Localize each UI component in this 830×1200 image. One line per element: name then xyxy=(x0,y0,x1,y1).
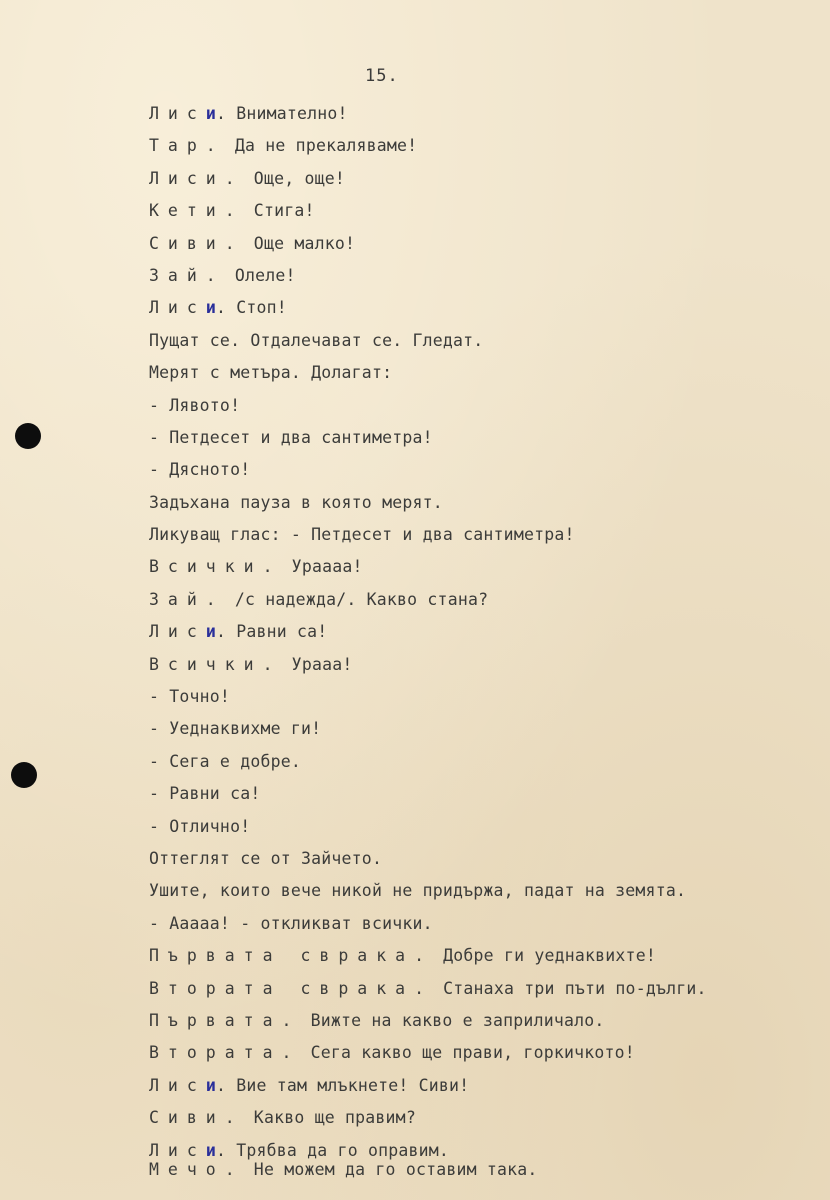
script-line xyxy=(149,1070,810,1102)
line-text: Оттеглят се от Зайчето. xyxy=(149,848,383,868)
line-text: Сега какво ще прави, горкичкото! xyxy=(300,1043,635,1063)
script-line xyxy=(149,325,810,357)
line-text: - Уеднаквихме ги! xyxy=(149,719,322,739)
script-line xyxy=(149,98,810,130)
script-line xyxy=(149,940,810,972)
script-line xyxy=(149,454,810,486)
script-line xyxy=(149,163,810,195)
handwritten-correction: и xyxy=(205,298,216,318)
script-line xyxy=(149,260,810,292)
line-text: . Равни са! xyxy=(215,622,328,642)
page-number: 15. xyxy=(365,66,399,86)
punch-hole xyxy=(15,423,41,449)
line-text: Не можем да го оставим така. xyxy=(243,1159,538,1179)
line-text: Още, още! xyxy=(243,168,346,188)
speaker-name: Лис xyxy=(149,1140,206,1160)
speaker-name: Зай. xyxy=(149,589,225,609)
script-line xyxy=(149,681,810,713)
line-text: Вижте на какво е заприличало. xyxy=(300,1010,605,1030)
punch-hole xyxy=(11,762,37,788)
line-text: Пущат се. Отдалечават се. Гледат. xyxy=(149,330,484,350)
speaker-name: Лис xyxy=(149,622,206,642)
line-text: Ураааа! xyxy=(281,557,363,577)
handwritten-correction: и xyxy=(205,1075,216,1095)
speaker-name: Кети. xyxy=(149,201,244,221)
speaker-name: Всички. xyxy=(149,654,282,674)
script-line xyxy=(149,778,810,810)
line-text: Ликуващ глас: - Петдесет и два сантиметра! xyxy=(149,525,575,545)
speaker-name: Втората. xyxy=(149,1043,301,1063)
speaker-name: Лис xyxy=(149,104,206,123)
line-text: Добре ги уеднаквихте! xyxy=(433,946,656,966)
speaker-name: Мечо. xyxy=(149,1159,244,1179)
line-text: Стига! xyxy=(243,201,315,221)
script-line xyxy=(149,843,810,875)
speaker-name: Първата сврака. xyxy=(149,946,434,966)
script-line xyxy=(149,422,810,454)
line-text: . Стоп! xyxy=(215,298,287,318)
script-line xyxy=(149,973,810,1005)
script-line xyxy=(149,519,810,551)
script-line xyxy=(149,292,810,324)
script-line xyxy=(149,713,810,745)
speaker-name: Зай. xyxy=(149,265,225,285)
script-line xyxy=(149,130,810,162)
script-line xyxy=(149,746,810,778)
line-text: - Дясното! xyxy=(149,460,251,480)
script-line xyxy=(149,1102,810,1134)
speaker-name: Сиви. xyxy=(149,1108,244,1128)
line-text: Още малко! xyxy=(243,233,356,253)
speaker-name: Лис xyxy=(149,298,206,318)
line-text: Задъхана пауза в която мерят. xyxy=(149,492,443,512)
speaker-name: Първата. xyxy=(149,1010,301,1030)
script-line xyxy=(149,649,810,681)
line-text: - Точно! xyxy=(149,687,231,707)
script-line xyxy=(149,195,810,227)
line-text: Какво ще правим? xyxy=(243,1108,416,1128)
line-text: . Трябва да го оправим. xyxy=(215,1140,450,1160)
script-text xyxy=(149,98,810,1181)
script-line xyxy=(149,584,810,616)
line-text: Олеле! xyxy=(224,265,296,285)
line-text: - Отлично! xyxy=(149,816,251,836)
line-text: - Петдесет и два сантиметра! xyxy=(149,427,433,447)
line-text: - Равни са! xyxy=(149,784,261,804)
script-line xyxy=(149,908,810,940)
line-text: Станаха три пъти по-дълги. xyxy=(433,978,707,998)
script-line xyxy=(149,390,810,422)
line-text: - Сега е добре. xyxy=(149,751,302,771)
script-line xyxy=(149,1005,810,1037)
speaker-name: Сиви. xyxy=(149,233,244,253)
line-text: . Вие там млъкнете! Сиви! xyxy=(215,1075,470,1095)
script-line xyxy=(149,616,810,648)
script-line xyxy=(149,1037,810,1069)
line-text: Урааа! xyxy=(281,654,353,674)
line-text: Мерят с метъра. Долагат: xyxy=(149,363,393,383)
handwritten-correction: и xyxy=(205,622,216,642)
script-line xyxy=(149,357,810,389)
speaker-name: Втората сврака. xyxy=(149,978,434,998)
handwritten-correction: и xyxy=(205,1140,216,1160)
line-text: . Внимателно! xyxy=(215,104,348,123)
speaker-name: Всички. xyxy=(149,557,282,577)
script-line xyxy=(149,811,810,843)
script-line xyxy=(149,1159,810,1181)
line-text: /с надежда/. Какво стана? xyxy=(224,589,489,609)
line-text: Да не прекаляваме! xyxy=(224,136,418,156)
speaker-name: Лис xyxy=(149,1075,206,1095)
handwritten-correction: и xyxy=(205,104,216,123)
line-text: - Ааааа! - откликват всички. xyxy=(149,913,433,933)
line-text: - Лявото! xyxy=(149,395,241,415)
line-text: Ушите, които вече никой не придържа, падат на земята. xyxy=(149,881,687,901)
script-line xyxy=(149,551,810,583)
script-line xyxy=(149,875,810,907)
script-line xyxy=(149,487,810,519)
script-line xyxy=(149,228,810,260)
speaker-name: Тар. xyxy=(149,136,225,156)
speaker-name: Лиси. xyxy=(149,168,244,188)
